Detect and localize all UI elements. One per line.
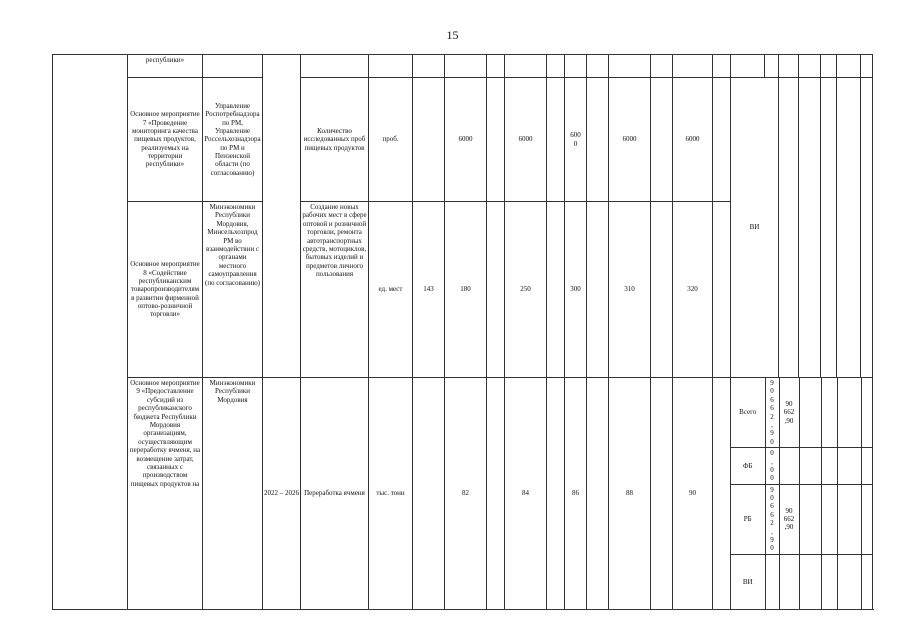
source-label: РБ (731, 484, 765, 554)
indicator-cell: Переработка ячменя (301, 378, 369, 610)
cell-empty (651, 202, 673, 378)
value-cell: 180 (445, 202, 487, 378)
table-row (731, 378, 873, 448)
base-value-cell (413, 378, 445, 610)
cell-empty (547, 55, 565, 78)
cell-empty (837, 554, 861, 609)
executor-cell: Управление Роспотребнадзора по РМ, Управление Россельхознадзора по РМ и Пензенской области (по согласованию) (203, 78, 263, 202)
cell-empty (799, 484, 821, 554)
table-row (731, 484, 873, 554)
funding-source-cell: ВИ (731, 78, 779, 378)
cell-empty (587, 378, 609, 610)
cell-empty (799, 554, 821, 609)
cell-empty (779, 55, 799, 78)
page-number: 15 (446, 28, 459, 42)
cell-empty (837, 484, 861, 554)
base-value-cell (413, 78, 445, 202)
indicator-cell: Создание новых рабочих мест в сфере оптовой и розничной торговли, ремонта автотранспортных средств, мотоциклов, бытовых изделий и предметов личного пользования (301, 202, 369, 378)
table-row (53, 55, 873, 78)
value-cell: 86 (565, 378, 587, 610)
cell-empty (547, 78, 565, 202)
event-cell: Основное мероприятие 9 «Предоставление субсидий из республиканского бюджета Республики Мордовия организациям, осуществляющим переработку ячменя, на возмещение затрат, связанных с производством пищевых продуктов на (128, 378, 203, 610)
cell-empty (609, 55, 651, 78)
cell-empty (547, 202, 565, 378)
cell-empty (445, 55, 487, 78)
cell-empty (837, 448, 861, 485)
cell-empty (821, 484, 837, 554)
value-cell: 84 (505, 378, 547, 610)
amount: 90 662 ,90 (779, 378, 799, 448)
cell-empty (731, 55, 765, 78)
cell-empty (587, 55, 609, 78)
cell-empty (587, 78, 609, 202)
cell-empty (651, 78, 673, 202)
value-cell: 600 0 (565, 78, 587, 202)
amount-vertical (765, 554, 779, 609)
cell-empty (651, 55, 673, 78)
value-cell: 6000 (445, 78, 487, 202)
value-cell: 250 (505, 202, 547, 378)
unit-cell: проб. (369, 78, 413, 202)
event-cell: республики» (128, 55, 203, 78)
cell-empty (53, 55, 128, 610)
source-label: ВИ (731, 554, 765, 609)
amount: 90 662 ,90 (779, 484, 799, 554)
period-cell (263, 55, 301, 378)
value-cell: 300 (565, 202, 587, 378)
cell-empty (799, 78, 821, 378)
cell-empty (413, 55, 445, 78)
source-label: ФБ (731, 448, 765, 485)
value-cell: 88 (609, 378, 651, 610)
cell-empty (765, 55, 779, 78)
cell-empty (799, 448, 821, 485)
value-cell: 310 (609, 202, 651, 378)
cell-empty (779, 78, 799, 378)
cell-empty (821, 448, 837, 485)
event-cell: Основное мероприятие 8 «Содействие республиканским товаропроизводителям в развитии фирменной оптово-розничной торговли» (128, 202, 203, 378)
cell-empty (547, 378, 565, 610)
event-cell: Основное мероприятие 7 «Проведение мониторинга качества пищевых продуктов, реализуемых на территории республики» (128, 78, 203, 202)
cell-empty (799, 55, 821, 78)
source-label: Всего (731, 378, 765, 448)
cell-empty (861, 378, 873, 448)
cell-empty (837, 55, 861, 78)
table-row (53, 78, 873, 202)
cell-empty (673, 55, 713, 78)
executor-cell: Минэкономики Республики Мордовия (203, 378, 263, 610)
cell-empty (837, 78, 861, 378)
amount (779, 554, 799, 609)
cell-empty (713, 78, 731, 202)
cell-empty (861, 554, 873, 609)
base-value-cell: 143 (413, 202, 445, 378)
cell-empty (713, 202, 731, 378)
value-cell: 6000 (505, 78, 547, 202)
amount-vertical: 9 0 6 6 2 , 9 0 (765, 378, 779, 448)
cell-empty (369, 55, 413, 78)
cell-empty (651, 378, 673, 610)
cell-empty (565, 55, 587, 78)
cell-empty (487, 202, 505, 378)
funding-subtable (731, 378, 873, 609)
funding-subtable-cell (731, 378, 873, 610)
amount-vertical: 0 , 0 0 (765, 448, 779, 485)
cell-empty (861, 448, 873, 485)
amount-vertical: 9 0 6 6 2 , 9 0 (765, 484, 779, 554)
unit-cell: ед. мест (369, 202, 413, 378)
cell-empty (821, 78, 837, 378)
value-cell: 6000 (673, 78, 713, 202)
value-cell: 6000 (609, 78, 651, 202)
cell-empty (487, 55, 505, 78)
indicator-cell: Количество исследованных проб пищевых продуктов (301, 78, 369, 202)
unit-cell: тыс. тонн (369, 378, 413, 610)
cell-empty (487, 378, 505, 610)
amount (779, 448, 799, 485)
period-cell: 2022 – 2026 (263, 378, 301, 610)
cell-empty (861, 484, 873, 554)
table-row (53, 378, 873, 610)
executor-cell: Минэкономики Республики Мордовия, Минсельхозпрод РМ во взаимодействии с органами местного самоуправления (по согласованию) (203, 202, 263, 378)
cell-empty (713, 378, 731, 610)
value-cell: 82 (445, 378, 487, 610)
cell-empty (505, 55, 547, 78)
cell-empty (821, 554, 837, 609)
cell-empty (587, 202, 609, 378)
cell-empty (487, 78, 505, 202)
indicator-cell (301, 55, 369, 78)
executor-cell (203, 55, 263, 78)
cell-empty (837, 378, 861, 448)
table-row (731, 448, 873, 485)
cell-empty (713, 55, 731, 78)
value-cell: 320 (673, 202, 713, 378)
cell-empty (861, 55, 873, 78)
cell-empty (821, 55, 837, 78)
cell-empty (799, 378, 821, 448)
cell-empty (821, 378, 837, 448)
value-cell: 90 (673, 378, 713, 610)
table-row (731, 554, 873, 609)
cell-empty (861, 78, 873, 378)
program-table (52, 54, 873, 610)
